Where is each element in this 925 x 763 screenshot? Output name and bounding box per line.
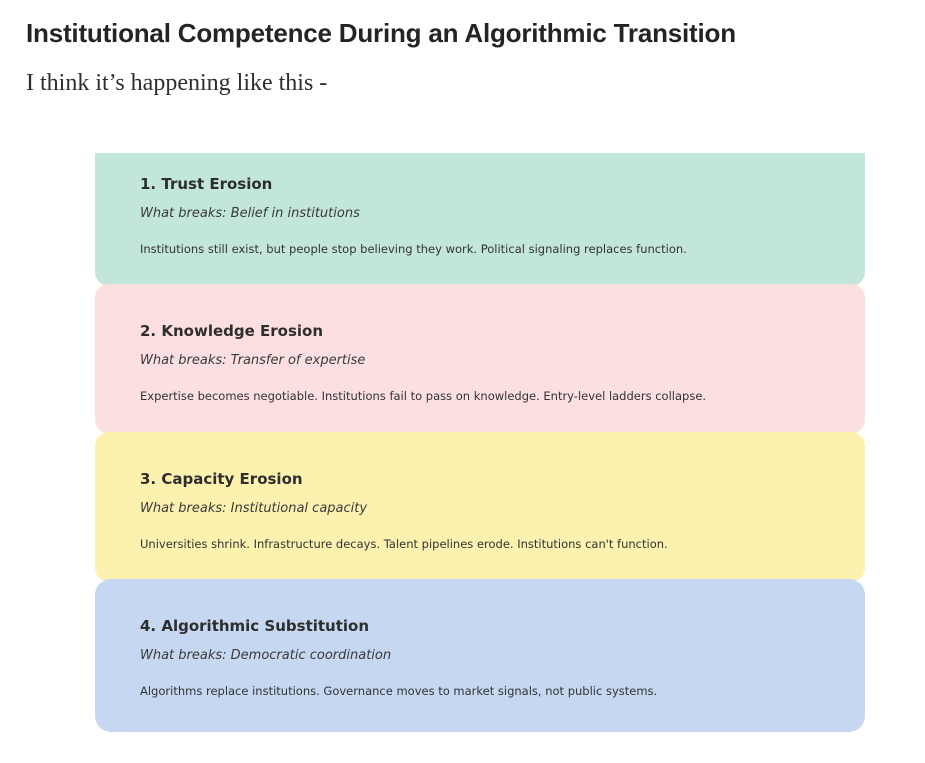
stage-card-capacity-erosion bbox=[95, 432, 865, 582]
intro-text: I think it’s happening like this - bbox=[26, 70, 328, 96]
stage-title: 4. Algorithmic Substitution bbox=[140, 617, 370, 635]
stage-description: Algorithms replace institutions. Governance moves to market signals, not public systems. bbox=[140, 684, 658, 698]
stage-description: Expertise becomes negotiable. Institutions fail to pass on knowledge. Entry-level ladders collapse. bbox=[140, 389, 707, 403]
stage-diagram bbox=[95, 153, 865, 733]
page-title: Institutional Competence During an Algorithmic Transition bbox=[26, 18, 736, 48]
stage-title: 3. Capacity Erosion bbox=[140, 470, 303, 488]
stage-title: 2. Knowledge Erosion bbox=[140, 322, 324, 340]
stage-what-breaks: What breaks: Belief in institutions bbox=[140, 206, 360, 221]
stage-description: Institutions still exist, but people stop believing they work. Political signaling replaces function. bbox=[140, 242, 687, 256]
stage-what-breaks: What breaks: Democratic coordination bbox=[140, 648, 392, 663]
stage-description: Universities shrink. Infrastructure decays. Talent pipelines erode. Institutions can't function. bbox=[140, 537, 668, 551]
stage-card-trust-erosion bbox=[95, 153, 865, 286]
stage-title: 1. Trust Erosion bbox=[140, 175, 273, 193]
stage-card-algorithmic-substitution bbox=[95, 579, 865, 732]
stage-what-breaks: What breaks: Transfer of expertise bbox=[140, 353, 366, 368]
stage-card-knowledge-erosion bbox=[95, 284, 865, 434]
stage-what-breaks: What breaks: Institutional capacity bbox=[140, 501, 368, 516]
